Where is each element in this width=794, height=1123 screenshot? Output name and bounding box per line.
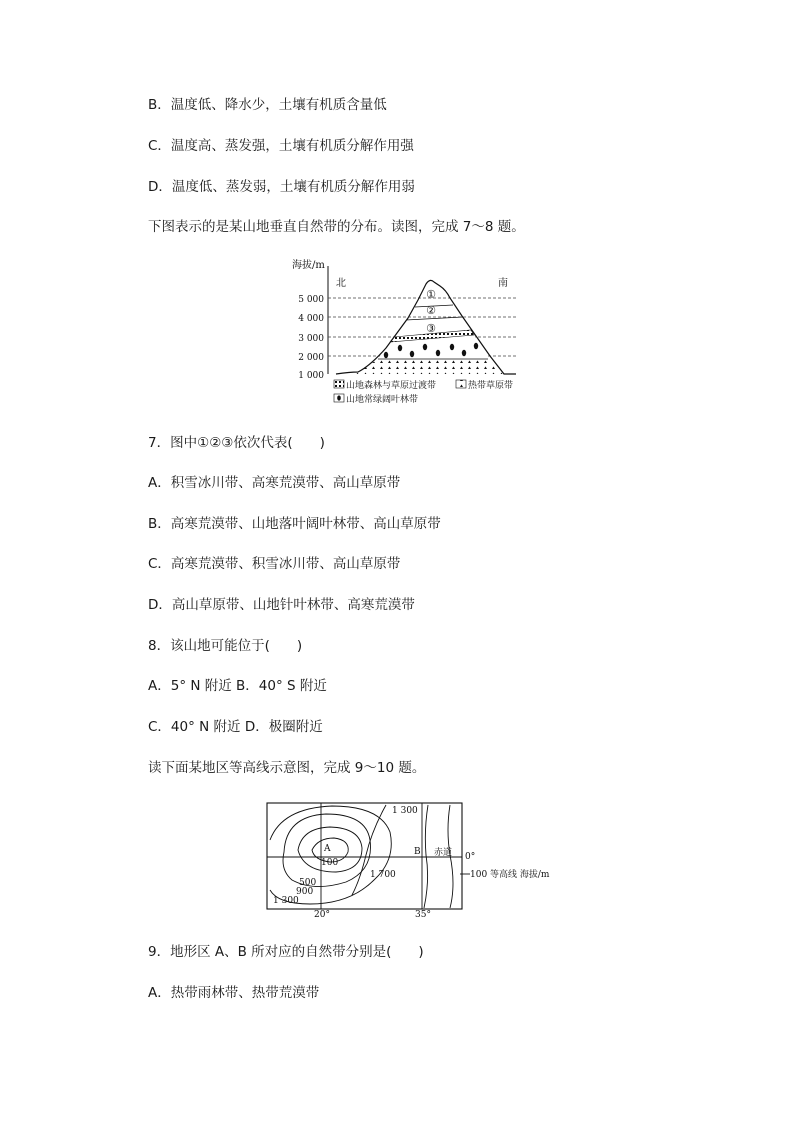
intro-questions-9-10: 读下面某地区等高线示意图，完成 9～10 题。 (148, 760, 426, 776)
legend-savanna-label: 热带草原带 (468, 381, 514, 391)
contour-900: 900 (296, 887, 314, 897)
contour-legend: 100 等高线 海拔/m (470, 870, 550, 880)
savanna-zone (356, 359, 504, 374)
q7-option-d: D．高山草原带、山地针叶林带、高寒荒漠带 (148, 597, 415, 613)
north-label: 北 (336, 278, 346, 289)
tick-3000: 3 000 (298, 334, 324, 344)
contour-1700: 1 700 (370, 870, 396, 880)
tick-4000: 4 000 (298, 314, 324, 324)
longitude-20-label: 20° (314, 910, 330, 920)
legend-transition-label: 山地森林与草原过渡带 (346, 381, 437, 391)
q8-options-ab: A．5° N 附近 B．40° S 附近 (148, 678, 327, 694)
q9-stem: 9．地形区 A、B 所对应的自然带分别是( ) (148, 944, 424, 960)
tick-1000: 1 000 (298, 371, 324, 381)
q6-option-b: B．温度低、降水少，土壤有机质含量低 (148, 97, 387, 113)
equator-label: 赤道 (434, 848, 453, 858)
tick-2000: 2 000 (298, 353, 324, 363)
longitude-35-label: 35° (415, 910, 431, 920)
q8-stem: 8．该山地可能位于( ) (148, 638, 303, 654)
altitude-axis-label: 海拔/m (292, 260, 325, 271)
q8-options-cd: C．40° N 附近 D．极圈附近 (148, 719, 323, 735)
legend-transition-swatch (334, 380, 344, 388)
q6-option-c: C．温度高、蒸发强，土壤有机质分解作用强 (148, 138, 414, 154)
q7-option-c: C．高寒荒漠带、积雪冰川带、高山草原带 (148, 556, 401, 572)
latitude-zero-label: 0° (465, 852, 476, 862)
tick-5000: 5 000 (298, 295, 324, 305)
contour-map-figure (262, 800, 562, 920)
legend-evergreen-label: 山地常绿阔叶林带 (346, 395, 419, 405)
q9-option-a: A．热带雨林带、热带荒漠带 (148, 985, 320, 1001)
mountain-zonation-figure (290, 256, 530, 408)
contour-100: 100 (321, 858, 339, 868)
contour-1300-top: 1 300 (392, 806, 418, 816)
q7-stem: 7．图中①②③依次代表( ) (148, 435, 325, 451)
label-a: A (324, 844, 331, 854)
zone-mark-2: ② (426, 304, 436, 317)
label-b: B (414, 847, 421, 857)
south-label: 南 (498, 278, 508, 289)
q6-option-d: D．温度低、蒸发弱，土壤有机质分解作用弱 (148, 179, 415, 195)
legend-evergreen-tree-mark (337, 395, 341, 400)
contour-1300-left: 1 300 (273, 896, 299, 906)
q7-option-a: A．积雪冰川带、高寒荒漠带、高山草原带 (148, 475, 401, 491)
legend-savanna-swatch (456, 380, 466, 388)
q7-option-b: B．高寒荒漠带、山地落叶阔叶林带、高山草原带 (148, 516, 441, 532)
intro-questions-7-8: 下图表示的是某山地垂直自然带的分布。读图，完成 7～8 题。 (148, 219, 525, 235)
zone-mark-3: ③ (426, 322, 436, 335)
zone-mark-1: ① (426, 288, 436, 301)
contour-500: 500 (299, 878, 317, 888)
